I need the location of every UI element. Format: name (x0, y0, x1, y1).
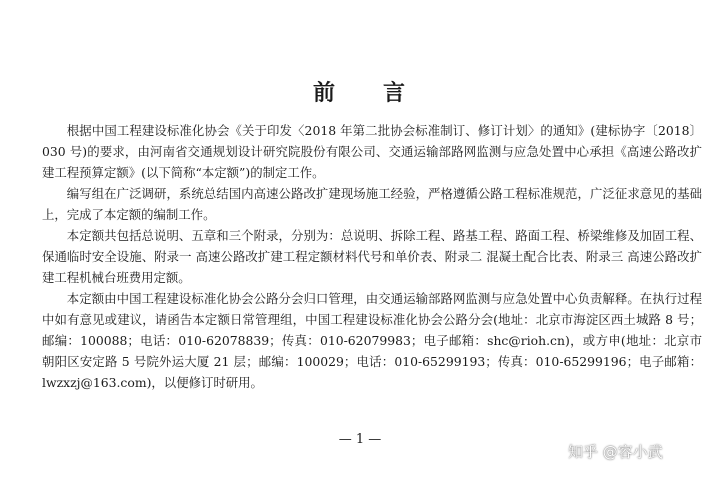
title-char-1: 前 (312, 81, 337, 106)
page-number: — 1 — (338, 432, 382, 447)
page-title (0, 76, 720, 107)
paragraph-3: 本定额共包括总说明、五章和三个附录，分别为：总说明、拆除工程、路基工程、路面工程、桥梁维修及加固工程、保通临时安全设施、附录一 高速公路改扩建工程定额材料代号和单价表、附录二 混凝土配合比表、附录三 高速公路改扩建工程机械台班费用定额。 (42, 228, 702, 285)
paragraph-2: 编写组在广泛调研，系统总结国内高速公路改扩建现场施工经验，严格遵循公路工程标准规范，广泛征求意见的基础上，完成了本定额的编制工作。 (42, 186, 702, 222)
preface-body (42, 120, 702, 393)
watermark: 知乎 @容小武 (568, 443, 663, 461)
paragraph-4: 本定额由中国工程建设标准化协会公路分会归口管理，由交通运输部路网监测与应急处置中心负责解释。在执行过程中如有意见或建议，请函告本定额日常管理组，中国工程建设标准化协会公路分会(地址：北京市海淀区西土城路 8 号；邮编：100088；电话：010-62078839；传真：010-62079983；电子邮箱：shc@rioh.cn)，或方申(地址：北京市朝阳区安定路 5 号院外运大厦 21 层；邮编：100029；电话：010-65299193；传真：010-65299196；电子邮箱：lwzxzj@163.com)，以便修订时研用。 (42, 291, 702, 390)
paragraph-1: 根据中国工程建设标准化协会《关于印发〈2018 年第二批协会标准制订、修订计划〉的通知》(建标协字〔2018〕030 号)的要求，由河南省交通规划设计研究院股份有限公司、交通运输部路网监测与应急处置中心承担《高速公路改扩建工程预算定额》(以下简称“本定额”)的制定工作。 (42, 123, 702, 180)
title-char-2: 言 (383, 81, 408, 106)
